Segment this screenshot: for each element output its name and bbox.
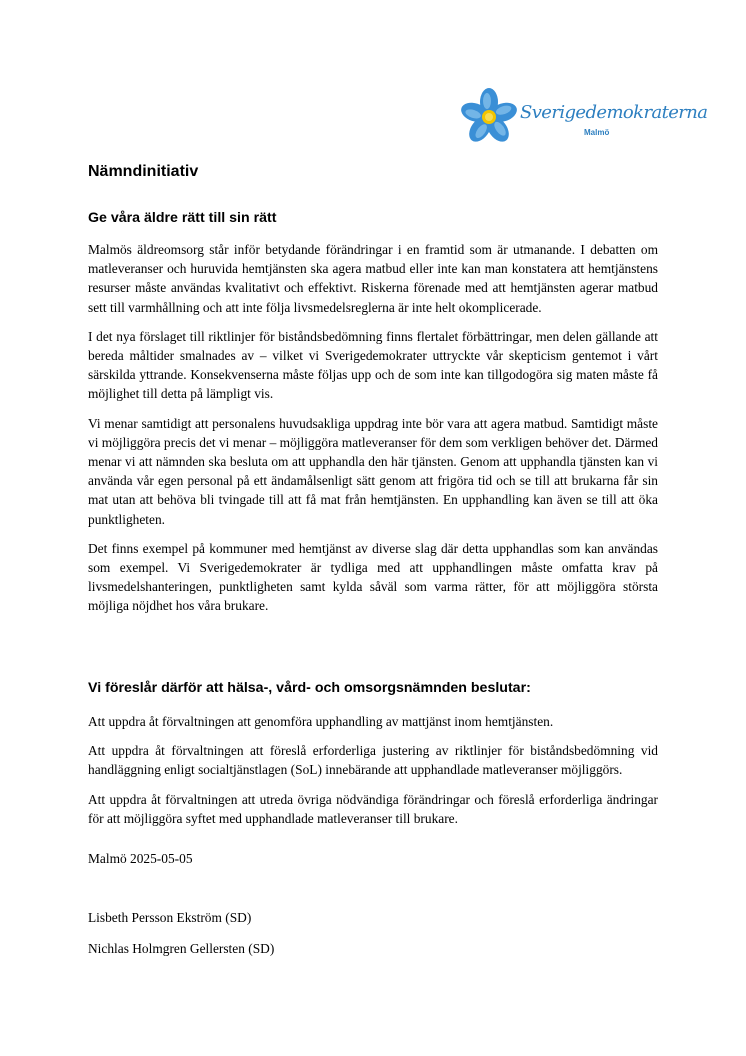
page-title: Nämndinitiativ: [88, 163, 199, 180]
signatory: Lisbeth Persson Ekström (SD): [88, 910, 252, 925]
body-paragraph: Det finns exempel på kommuner med hemtjänst av diverse slag där detta upphandlas som kan användas som exempel. Vi Sverigedemokrater är tydliga med att upphandlingen måste omfatta krav på livsmedelshanteringen, punktligheten samt kylda såväl som varma rätter, för att möjliggöra största möjliga nöjdhet hos våra brukare.: [88, 540, 658, 614]
proposal-item: Att uppdra åt förvaltningen att genomföra upphandling av mattjänst inom hemtjänsten.: [88, 714, 554, 729]
place-date: Malmö 2025-05-05: [88, 851, 193, 866]
signatory: Nichlas Holmgren Gellersten (SD): [88, 941, 275, 956]
proposal-item: Att uppdra åt förvaltningen att föreslå erforderliga justering av riktlinjer för biståndsbedömning vid handläggning enligt socialtjänstlagen (SoL) innebärande att upphandlade matleveranser möjliggörs.: [88, 743, 658, 778]
motion-body: [88, 240, 658, 626]
body-paragraph: I det nya förslaget till riktlinjer för biståndsbedömning finns flertalet förbättringar, men delen gällande att bereda måltider smalnades av – vilket vi Sverigedemokrater uttryckte vår skepticism gentemot i vårt särskilda yttrande. Konsekvenserna måste följas upp och de som inte kan tillgodogöra sig maten måste få möjlighet till detta på lämpligt vis.: [88, 328, 658, 402]
proposal-list: [88, 712, 658, 838]
proposal-item: Att uppdra åt förvaltningen att utreda övriga nödvändiga förändringar och föreslå erforderliga ändringar för att möjliggöra syftet med upphandlade matleveranser till brukare.: [88, 791, 658, 826]
flower-icon: [458, 86, 520, 148]
body-paragraph: Malmös äldreomsorg står inför betydande förändringar i en framtid som är utmanande. I debatten om matleveranser och huruvida hemtjänsten ska agera matbud eller inte kan man konstatera att hemtjänstens resurser måste användas kvalitativt och effektivt. Riskerna förenade med att hemtjänsten agerar matbud sett till varmhållning och att inte följa livsmedelsreglerna är inte helt okomplicerade.: [88, 242, 658, 315]
motion-heading: Ge våra äldre rätt till sin rätt: [88, 210, 277, 226]
party-logo: [458, 86, 708, 150]
logo-city: Malmö: [584, 128, 610, 137]
logo-wordmark: Sverigedemokraterna: [520, 102, 708, 123]
proposal-heading: Vi föreslår därför att hälsa-, vård- och omsorgsnämnden beslutar:: [88, 680, 531, 696]
body-paragraph: Vi menar samtidigt att personalens huvudsakliga uppdrag inte bör vara att agera matbud. Samtidigt måste vi möjliggöra precis det vi menar – möjliggöra matleveranser för dem som verkligen behöver det. Därmed menar vi att nämnden ska besluta om att upphandla den här tjänsten. Genom att upphandla tjänsten kan vi använda vår egen personal på ett ändamålsenligt sätt genom att frigöra tid och se till att brukarna får sin mat utan att behöva bli tvingade till att få mat från hemtjänsten. En upphandling kan även se till att öka punktligheten.: [88, 415, 658, 527]
